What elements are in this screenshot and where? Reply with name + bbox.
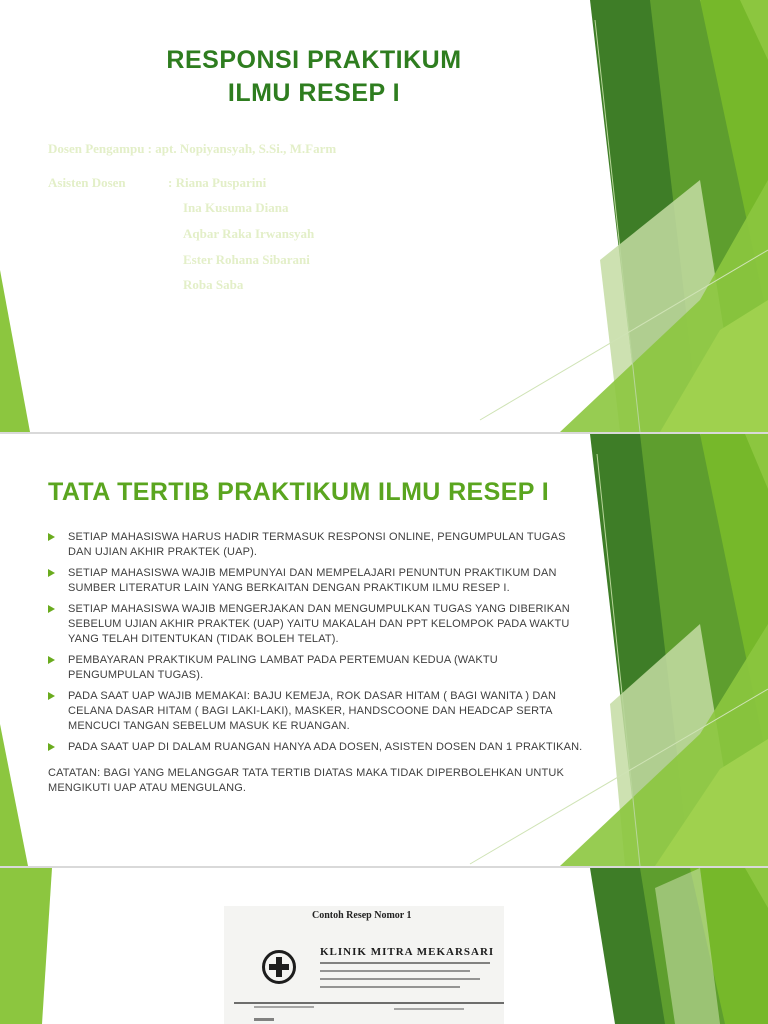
slide-prescription-example [0, 868, 768, 1024]
bullet-arrow-icon [48, 656, 55, 664]
scan-text-line [320, 962, 490, 964]
scan-text-line [320, 986, 460, 988]
list-item [48, 740, 583, 755]
bullet-arrow-icon [48, 605, 55, 613]
title-line-2: ILMU RESEP I [227, 79, 401, 107]
rule-text: PADA SAAT UAP DI DALAM RUANGAN HANYA ADA DOSEN, ASISTEN DOSEN DAN 1 PRAKTIKAN. [68, 741, 583, 753]
asisten-name-3: Aqbar Raka Irwansyah [183, 226, 315, 241]
asisten-name-5: Roba Saba [183, 277, 244, 292]
scan-text-line [320, 978, 480, 980]
bullet-arrow-icon [48, 533, 55, 541]
asisten-name-2: Ina Kusuma Diana [183, 200, 289, 215]
clinic-logo-icon [262, 950, 296, 984]
asisten-label: Asisten Dosen [48, 175, 126, 190]
dosen-pengampu: Dosen Pengampu : apt. Nopiyansyah, S.Si., M.Farm [48, 141, 337, 156]
bullet-arrow-icon [48, 743, 55, 751]
rule-text: PEMBAYARAN PRAKTIKUM PALING LAMBAT PADA PERTEMUAN KEDUA (WAKTU PENGUMPULAN TUGAS). [68, 654, 498, 681]
rule-text: PADA SAAT UAP WAJIB MEMAKAI: BAJU KEMEJA, ROK DASAR HITAM ( BAGI WANITA ) DAN CELANA DASAR HITAM ( BAGI LAKI-LAKI), MASKER, HANDSCOONE DAN HEADCAP SERTA MENCUCI TANGAN SEBELUM MASUK KE RUANGAN. [68, 690, 557, 732]
slide-rules [0, 434, 768, 866]
asisten-name-1: : Riana Pusparini [168, 175, 267, 190]
scan-handwriting [254, 1006, 314, 1008]
list-item [48, 653, 583, 683]
list-item [48, 566, 583, 596]
list-item [48, 602, 583, 647]
list-item [48, 689, 583, 734]
scan-handwriting [394, 1008, 464, 1010]
prescription-scan-image [224, 906, 504, 1024]
title-line-1: RESPONSI PRAKTIKUM [166, 46, 462, 74]
rule-text: SETIAP MAHASISWA WAJIB MEMPUNYAI DAN MEMPELAJARI PENUNTUN PRAKTIKUM DAN SUMBER LITERATUR LAIN YANG BERKAITAN DENGAN PRAKTIKUM ILMU RESEP I. [68, 567, 557, 594]
list-item [48, 530, 583, 560]
scan-title: Contoh Resep Nomor 1 [312, 910, 412, 921]
catatan-note: CATATAN: BAGI YANG MELANGGAR TATA TERTIB DIATAS MAKA TIDAK DIPERBOLEHKAN UNTUK MENGIKUTI UAP ATAU MENGULANG. [48, 767, 564, 794]
bullet-arrow-icon [48, 692, 55, 700]
scan-handwriting [254, 1018, 274, 1021]
rule-text: SETIAP MAHASISWA HARUS HADIR TERMASUK RESPONSI ONLINE, PENGUMPULAN TUGAS DAN UJIAN AKHIR PRAKTEK (UAP). [68, 531, 566, 558]
rules-list [48, 530, 583, 761]
bullet-arrow-icon [48, 569, 55, 577]
scan-divider [234, 1002, 504, 1004]
scan-text-line [320, 970, 470, 972]
clinic-name: KLINIK MITRA MEKARSARI [320, 946, 495, 958]
slide-title-heading [0, 44, 628, 110]
asisten-name-4: Ester Rohana Sibarani [183, 252, 310, 267]
rules-heading: TATA TERTIB PRAKTIKUM ILMU RESEP I [48, 478, 550, 506]
rule-text: SETIAP MAHASISWA WAJIB MENGERJAKAN DAN MENGUMPULKAN TUGAS YANG DIBERIKAN SEBELUM UJIAN AKHIR PRAKTEK (UAP) YAITU MAKALAH DAN PPT KELOMPOK PADA WAKTU YANG TELAH DITENTUKAN (TIDAK BOLEH TELAT). [68, 603, 570, 645]
slide-title [0, 0, 768, 432]
